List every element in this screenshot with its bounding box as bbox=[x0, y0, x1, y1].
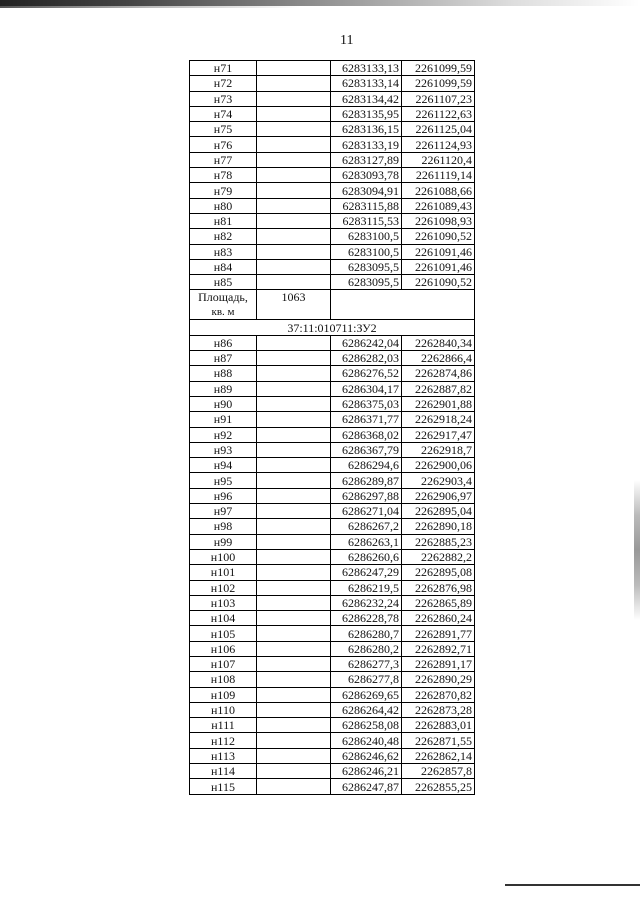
empty-cell bbox=[257, 549, 331, 564]
empty-cell bbox=[257, 611, 331, 626]
x-coordinate-cell: 6286232,24 bbox=[331, 595, 402, 610]
x-coordinate-cell: 6286280,7 bbox=[331, 626, 402, 641]
point-cell: н86 bbox=[190, 335, 257, 350]
table-row bbox=[190, 122, 475, 137]
point-cell: н115 bbox=[190, 779, 257, 794]
empty-cell bbox=[257, 733, 331, 748]
scan-edge-artifact-secondary bbox=[0, 6, 300, 8]
table-row bbox=[190, 61, 475, 76]
x-coordinate-cell: 6286282,03 bbox=[331, 351, 402, 366]
y-coordinate-cell: 2261119,14 bbox=[402, 168, 475, 183]
point-cell: н76 bbox=[190, 137, 257, 152]
table-row bbox=[190, 76, 475, 91]
scan-margin-artifact bbox=[634, 480, 640, 620]
point-cell: н89 bbox=[190, 381, 257, 396]
y-coordinate-cell: 2262882,2 bbox=[402, 549, 475, 564]
table-row bbox=[190, 381, 475, 396]
x-coordinate-cell: 6283133,14 bbox=[331, 76, 402, 91]
table-row bbox=[190, 412, 475, 427]
table-row bbox=[190, 427, 475, 442]
empty-cell bbox=[257, 335, 331, 350]
y-coordinate-cell: 2262895,04 bbox=[402, 504, 475, 519]
y-coordinate-cell: 2261122,63 bbox=[402, 106, 475, 121]
point-cell: н110 bbox=[190, 702, 257, 717]
y-coordinate-cell: 2261090,52 bbox=[402, 275, 475, 290]
x-coordinate-cell: 6286277,3 bbox=[331, 656, 402, 671]
y-coordinate-cell: 2262860,24 bbox=[402, 611, 475, 626]
x-coordinate-cell: 6286368,02 bbox=[331, 427, 402, 442]
x-coordinate-cell: 6283135,95 bbox=[331, 106, 402, 121]
y-coordinate-cell: 2262876,98 bbox=[402, 580, 475, 595]
empty-cell bbox=[257, 641, 331, 656]
point-cell: н87 bbox=[190, 351, 257, 366]
section-row bbox=[190, 320, 475, 335]
empty-cell bbox=[257, 61, 331, 76]
table-row bbox=[190, 275, 475, 290]
point-cell: н81 bbox=[190, 213, 257, 228]
y-coordinate-cell: 2261088,66 bbox=[402, 183, 475, 198]
empty-cell bbox=[257, 672, 331, 687]
x-coordinate-cell: 6286294,6 bbox=[331, 458, 402, 473]
point-cell: н75 bbox=[190, 122, 257, 137]
y-coordinate-cell: 2262890,29 bbox=[402, 672, 475, 687]
point-cell: н74 bbox=[190, 106, 257, 121]
table-row bbox=[190, 702, 475, 717]
table-row bbox=[190, 687, 475, 702]
table-row bbox=[190, 198, 475, 213]
area-row bbox=[190, 290, 475, 320]
x-coordinate-cell: 6286260,6 bbox=[331, 549, 402, 564]
table-row bbox=[190, 764, 475, 779]
x-coordinate-cell: 6286276,52 bbox=[331, 366, 402, 381]
y-coordinate-cell: 2262874,86 bbox=[402, 366, 475, 381]
x-coordinate-cell: 6286289,87 bbox=[331, 473, 402, 488]
table-row bbox=[190, 396, 475, 411]
empty-cell bbox=[257, 488, 331, 503]
empty-cell bbox=[257, 504, 331, 519]
point-cell: н105 bbox=[190, 626, 257, 641]
point-cell: н100 bbox=[190, 549, 257, 564]
page-number: 11 bbox=[340, 33, 354, 48]
empty-cell bbox=[257, 702, 331, 717]
empty-cell bbox=[257, 259, 331, 274]
x-coordinate-cell: 6286246,21 bbox=[331, 764, 402, 779]
point-cell: н114 bbox=[190, 764, 257, 779]
point-cell: н111 bbox=[190, 718, 257, 733]
table-row bbox=[190, 213, 475, 228]
x-coordinate-cell: 6286264,42 bbox=[331, 702, 402, 717]
table-row bbox=[190, 106, 475, 121]
x-coordinate-cell: 6286269,65 bbox=[331, 687, 402, 702]
x-coordinate-cell: 6286267,2 bbox=[331, 519, 402, 534]
point-cell: н106 bbox=[190, 641, 257, 656]
table-row bbox=[190, 656, 475, 671]
empty-cell bbox=[257, 718, 331, 733]
x-coordinate-cell: 6286271,04 bbox=[331, 504, 402, 519]
point-cell: н97 bbox=[190, 504, 257, 519]
x-coordinate-cell: 6286242,04 bbox=[331, 335, 402, 350]
y-coordinate-cell: 2262865,89 bbox=[402, 595, 475, 610]
empty-cell bbox=[257, 106, 331, 121]
empty-cell bbox=[257, 656, 331, 671]
empty-cell bbox=[257, 687, 331, 702]
point-cell: н107 bbox=[190, 656, 257, 671]
table-row bbox=[190, 335, 475, 350]
point-cell: н91 bbox=[190, 412, 257, 427]
y-coordinate-cell: 2261107,23 bbox=[402, 91, 475, 106]
y-coordinate-cell: 2262883,01 bbox=[402, 718, 475, 733]
x-coordinate-cell: 6286246,62 bbox=[331, 748, 402, 763]
point-cell: н93 bbox=[190, 442, 257, 457]
point-cell: н82 bbox=[190, 229, 257, 244]
empty-cell bbox=[257, 244, 331, 259]
y-coordinate-cell: 2262891,77 bbox=[402, 626, 475, 641]
table-row bbox=[190, 91, 475, 106]
table-row bbox=[190, 534, 475, 549]
table-row bbox=[190, 168, 475, 183]
y-coordinate-cell: 2262906,97 bbox=[402, 488, 475, 503]
table-row bbox=[190, 183, 475, 198]
x-coordinate-cell: 6286367,79 bbox=[331, 442, 402, 457]
empty-cell bbox=[257, 458, 331, 473]
x-coordinate-cell: 6283127,89 bbox=[331, 152, 402, 167]
x-coordinate-cell: 6283093,78 bbox=[331, 168, 402, 183]
footer-rule bbox=[505, 884, 640, 886]
empty-cell bbox=[257, 213, 331, 228]
x-coordinate-cell: 6283095,5 bbox=[331, 275, 402, 290]
table-row bbox=[190, 779, 475, 794]
empty-cell bbox=[257, 519, 331, 534]
y-coordinate-cell: 2262918,7 bbox=[402, 442, 475, 457]
coordinates-table-body-top bbox=[190, 61, 475, 290]
table-row bbox=[190, 580, 475, 595]
x-coordinate-cell: 6286371,77 bbox=[331, 412, 402, 427]
table-row bbox=[190, 641, 475, 656]
point-cell: н85 bbox=[190, 275, 257, 290]
y-coordinate-cell: 2262918,24 bbox=[402, 412, 475, 427]
empty-cell bbox=[257, 275, 331, 290]
x-coordinate-cell: 6283115,88 bbox=[331, 198, 402, 213]
y-coordinate-cell: 2261099,59 bbox=[402, 61, 475, 76]
table-row bbox=[190, 259, 475, 274]
empty-cell bbox=[257, 76, 331, 91]
empty-cell bbox=[257, 168, 331, 183]
area-blank-cell bbox=[331, 290, 475, 320]
y-coordinate-cell: 2262890,18 bbox=[402, 519, 475, 534]
section-title: 37:11:010711:ЗУ2 bbox=[190, 320, 475, 335]
x-coordinate-cell: 6283134,42 bbox=[331, 91, 402, 106]
table-row bbox=[190, 473, 475, 488]
x-coordinate-cell: 6286297,88 bbox=[331, 488, 402, 503]
table-row bbox=[190, 748, 475, 763]
point-cell: н94 bbox=[190, 458, 257, 473]
area-block bbox=[190, 290, 475, 335]
y-coordinate-cell: 2262857,8 bbox=[402, 764, 475, 779]
point-cell: н83 bbox=[190, 244, 257, 259]
empty-cell bbox=[257, 229, 331, 244]
y-coordinate-cell: 2262871,55 bbox=[402, 733, 475, 748]
empty-cell bbox=[257, 580, 331, 595]
point-cell: н84 bbox=[190, 259, 257, 274]
y-coordinate-cell: 2262917,47 bbox=[402, 427, 475, 442]
y-coordinate-cell: 2262887,82 bbox=[402, 381, 475, 396]
x-coordinate-cell: 6283133,19 bbox=[331, 137, 402, 152]
point-cell: н112 bbox=[190, 733, 257, 748]
point-cell: н109 bbox=[190, 687, 257, 702]
table-row bbox=[190, 611, 475, 626]
x-coordinate-cell: 6283115,53 bbox=[331, 213, 402, 228]
y-coordinate-cell: 2261124,93 bbox=[402, 137, 475, 152]
empty-cell bbox=[257, 366, 331, 381]
table-row bbox=[190, 718, 475, 733]
point-cell: н99 bbox=[190, 534, 257, 549]
table-row bbox=[190, 442, 475, 457]
empty-cell bbox=[257, 198, 331, 213]
table-row bbox=[190, 351, 475, 366]
area-value: 1063 bbox=[257, 290, 331, 320]
empty-cell bbox=[257, 748, 331, 763]
point-cell: н78 bbox=[190, 168, 257, 183]
y-coordinate-cell: 2262892,71 bbox=[402, 641, 475, 656]
x-coordinate-cell: 6283133,13 bbox=[331, 61, 402, 76]
table-row bbox=[190, 549, 475, 564]
empty-cell bbox=[257, 764, 331, 779]
point-cell: н95 bbox=[190, 473, 257, 488]
empty-cell bbox=[257, 152, 331, 167]
x-coordinate-cell: 6286219,5 bbox=[331, 580, 402, 595]
x-coordinate-cell: 6286304,17 bbox=[331, 381, 402, 396]
table-row bbox=[190, 733, 475, 748]
x-coordinate-cell: 6283100,5 bbox=[331, 244, 402, 259]
empty-cell bbox=[257, 351, 331, 366]
y-coordinate-cell: 2262903,4 bbox=[402, 473, 475, 488]
y-coordinate-cell: 2262885,23 bbox=[402, 534, 475, 549]
point-cell: н72 bbox=[190, 76, 257, 91]
x-coordinate-cell: 6286247,29 bbox=[331, 565, 402, 580]
y-coordinate-cell: 2262895,08 bbox=[402, 565, 475, 580]
point-cell: н98 bbox=[190, 519, 257, 534]
table-row bbox=[190, 152, 475, 167]
y-coordinate-cell: 2261091,46 bbox=[402, 259, 475, 274]
table-row bbox=[190, 519, 475, 534]
point-cell: н108 bbox=[190, 672, 257, 687]
y-coordinate-cell: 2262866,4 bbox=[402, 351, 475, 366]
x-coordinate-cell: 6283094,91 bbox=[331, 183, 402, 198]
x-coordinate-cell: 6286258,08 bbox=[331, 718, 402, 733]
point-cell: н79 bbox=[190, 183, 257, 198]
x-coordinate-cell: 6283100,5 bbox=[331, 229, 402, 244]
point-cell: н96 bbox=[190, 488, 257, 503]
point-cell: н102 bbox=[190, 580, 257, 595]
table-row bbox=[190, 137, 475, 152]
y-coordinate-cell: 2261125,04 bbox=[402, 122, 475, 137]
empty-cell bbox=[257, 779, 331, 794]
coordinates-table bbox=[189, 60, 475, 795]
empty-cell bbox=[257, 534, 331, 549]
y-coordinate-cell: 2261098,93 bbox=[402, 213, 475, 228]
table-row bbox=[190, 458, 475, 473]
y-coordinate-cell: 2261099,59 bbox=[402, 76, 475, 91]
x-coordinate-cell: 6286280,2 bbox=[331, 641, 402, 656]
x-coordinate-cell: 6286247,87 bbox=[331, 779, 402, 794]
y-coordinate-cell: 2262891,17 bbox=[402, 656, 475, 671]
empty-cell bbox=[257, 137, 331, 152]
y-coordinate-cell: 2262901,88 bbox=[402, 396, 475, 411]
area-label-line2: кв. м bbox=[211, 306, 235, 319]
table-row bbox=[190, 244, 475, 259]
y-coordinate-cell: 2262862,14 bbox=[402, 748, 475, 763]
point-cell: н90 bbox=[190, 396, 257, 411]
coordinates-table-body-bottom bbox=[190, 335, 475, 794]
empty-cell bbox=[257, 442, 331, 457]
empty-cell bbox=[257, 183, 331, 198]
table-row bbox=[190, 595, 475, 610]
point-cell: н92 bbox=[190, 427, 257, 442]
table-row bbox=[190, 672, 475, 687]
point-cell: н88 bbox=[190, 366, 257, 381]
table-row bbox=[190, 488, 475, 503]
y-coordinate-cell: 2262870,82 bbox=[402, 687, 475, 702]
empty-cell bbox=[257, 626, 331, 641]
empty-cell bbox=[257, 91, 331, 106]
table-row bbox=[190, 229, 475, 244]
x-coordinate-cell: 6286375,03 bbox=[331, 396, 402, 411]
point-cell: н80 bbox=[190, 198, 257, 213]
point-cell: н73 bbox=[190, 91, 257, 106]
point-cell: н71 bbox=[190, 61, 257, 76]
x-coordinate-cell: 6286277,8 bbox=[331, 672, 402, 687]
point-cell: н103 bbox=[190, 595, 257, 610]
table-row bbox=[190, 366, 475, 381]
area-label bbox=[190, 290, 257, 320]
y-coordinate-cell: 2261090,52 bbox=[402, 229, 475, 244]
point-cell: н77 bbox=[190, 152, 257, 167]
table-row bbox=[190, 504, 475, 519]
x-coordinate-cell: 6286263,1 bbox=[331, 534, 402, 549]
y-coordinate-cell: 2262855,25 bbox=[402, 779, 475, 794]
empty-cell bbox=[257, 473, 331, 488]
empty-cell bbox=[257, 412, 331, 427]
area-label-line1: Площадь, bbox=[198, 290, 248, 305]
point-cell: н101 bbox=[190, 565, 257, 580]
empty-cell bbox=[257, 396, 331, 411]
table-row bbox=[190, 565, 475, 580]
empty-cell bbox=[257, 565, 331, 580]
y-coordinate-cell: 2262873,28 bbox=[402, 702, 475, 717]
empty-cell bbox=[257, 122, 331, 137]
y-coordinate-cell: 2262840,34 bbox=[402, 335, 475, 350]
x-coordinate-cell: 6283095,5 bbox=[331, 259, 402, 274]
table-row bbox=[190, 626, 475, 641]
empty-cell bbox=[257, 381, 331, 396]
x-coordinate-cell: 6283136,15 bbox=[331, 122, 402, 137]
y-coordinate-cell: 2261091,46 bbox=[402, 244, 475, 259]
y-coordinate-cell: 2262900,06 bbox=[402, 458, 475, 473]
y-coordinate-cell: 2261120,4 bbox=[402, 152, 475, 167]
x-coordinate-cell: 6286240,48 bbox=[331, 733, 402, 748]
empty-cell bbox=[257, 427, 331, 442]
y-coordinate-cell: 2261089,43 bbox=[402, 198, 475, 213]
x-coordinate-cell: 6286228,78 bbox=[331, 611, 402, 626]
empty-cell bbox=[257, 595, 331, 610]
point-cell: н104 bbox=[190, 611, 257, 626]
point-cell: н113 bbox=[190, 748, 257, 763]
